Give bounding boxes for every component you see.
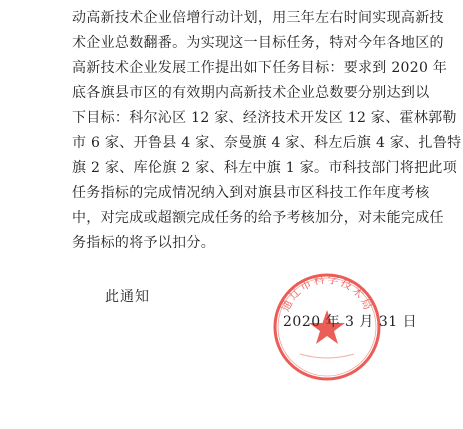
body-line: 下目标：科尔沁区 12 家、经济技术开发区 12 家、霍林郭勒 (72, 110, 457, 126)
svg-text:通辽市科学技术局: 通辽市科学技术局 (278, 272, 376, 314)
issue-date: 2020 年 3 月 31 日 (283, 314, 418, 330)
body-line: 动高新技术企业倍增行动计划，用三年左右时间实现高新技 (72, 10, 444, 26)
closing-text: 此通知 (105, 289, 150, 305)
body-line: 中，对完成或超额完成任务的给予考核加分，对未能完成任 (72, 210, 444, 226)
body-line: 任务指标的完成情况纳入到对旗县市区科技工作年度考核 (72, 185, 430, 201)
body-line: 市 6 家、开鲁县 4 家、奈曼旗 4 家、科左后旗 4 家、扎鲁特 (72, 135, 462, 151)
body-line: 务指标的将予以扣分。 (72, 235, 215, 251)
body-line: 术企业总数翻番。为实现这一目标任务，特对今年各地区的 (72, 35, 444, 51)
body-line: 高新技术企业发展工作提出如下任务目标：要求到 2020 年 (72, 60, 448, 76)
body-line: 底各旗县市区的有效期内高新技术企业总数要分别达到以 (72, 85, 430, 101)
body-line: 旗 2 家、库伦旗 2 家、科左中旗 1 家。市科技部门将把此项 (72, 160, 458, 176)
